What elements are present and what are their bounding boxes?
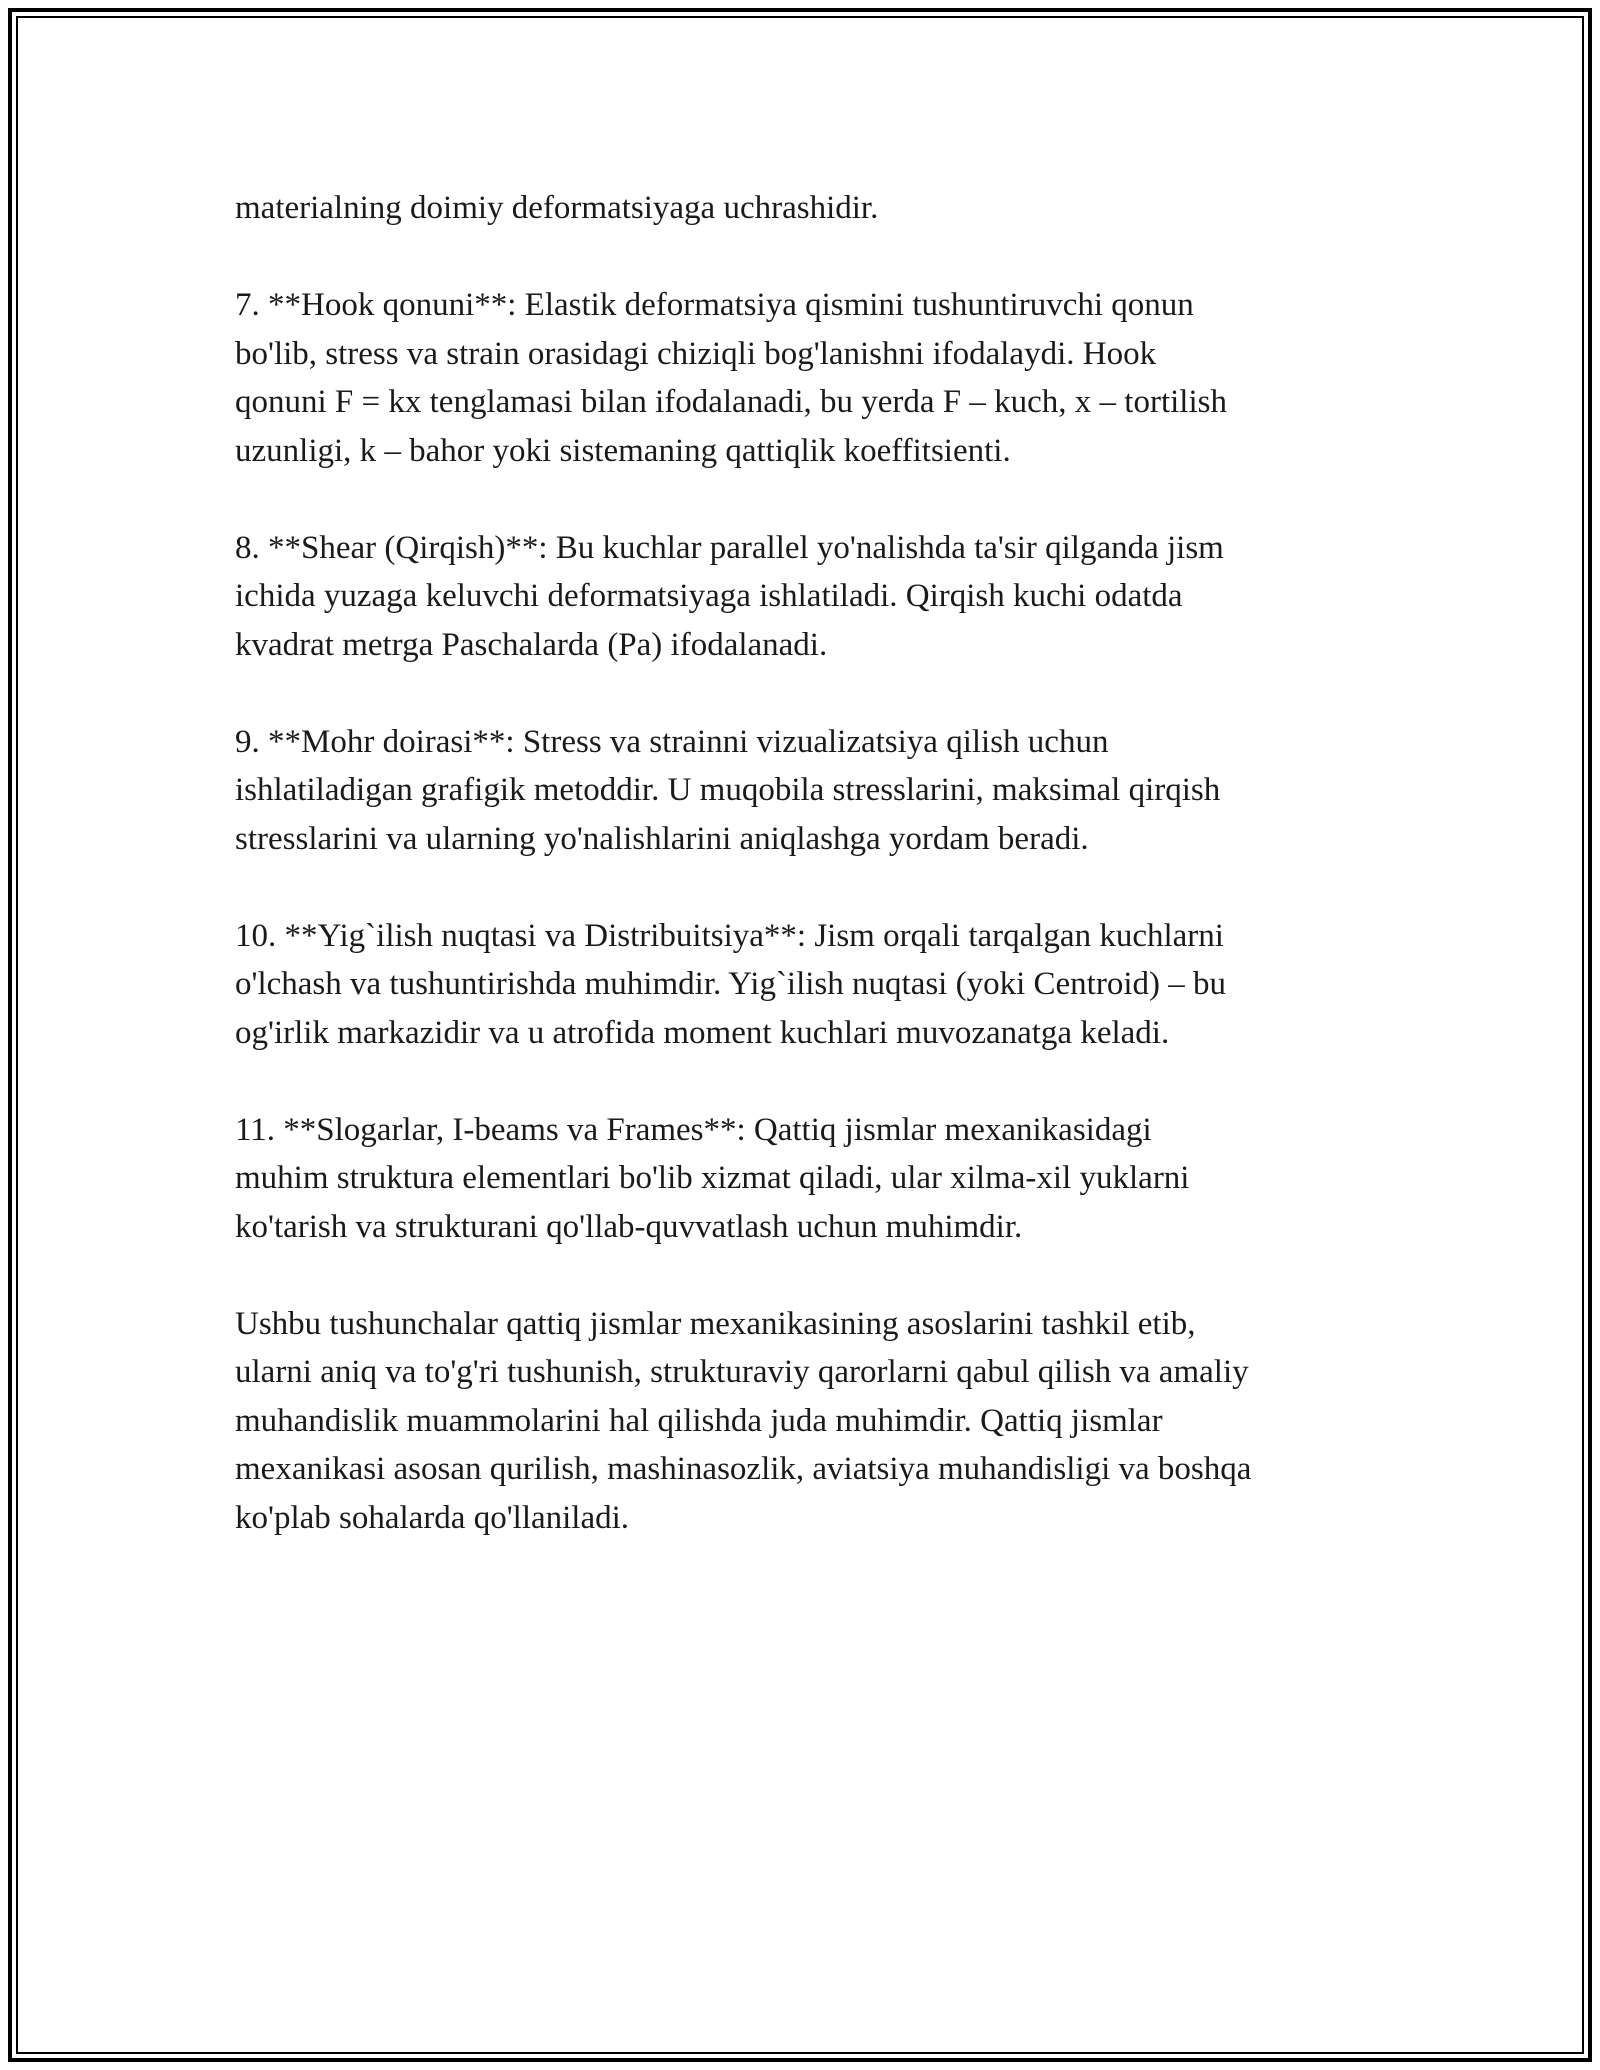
text-line: uzunligi, k – bahor yoki sistemaning qattiqlik koeffitsienti. <box>235 432 1011 469</box>
text-line: ichida yuzaga keluvchi deformatsiyaga ishlatiladi. Qirqish kuchi odatda <box>235 578 1183 614</box>
text-line: bo'lib, stress va strain orasidagi chiziqli bog'lanishni ifodalaydi. Hook <box>235 335 1157 372</box>
text-line: mexanikasi asosan qurilish, mashinasozlik, aviatsiya muhandisligi va boshqa <box>235 1451 1252 1487</box>
paragraph-hook-law <box>235 281 1395 475</box>
paragraph-continuation <box>235 184 1395 233</box>
text-line: 7. **Hook qonuni**: Elastik deformatsiya qismini tushuntiruvchi qonun <box>235 287 1194 323</box>
text-line: ko'plab sohalarda qo'llaniladi. <box>235 1499 630 1536</box>
document-body <box>235 184 1395 1591</box>
text-line: 8. **Shear (Qirqish)**: Bu kuchlar parallel yo'nalishda ta'sir qilganda jism <box>235 529 1224 566</box>
text-line: 11. **Slogarlar, I-beams va Frames**: Qattiq jismlar mexanikasidagi <box>235 1111 1152 1148</box>
text-line: 10. **Yig`ilish nuqtasi va Distribuitsiya**: Jism orqali tarqalgan kuchlarni <box>235 917 1224 954</box>
text-line: 9. **Mohr doirasi**: Stress va strainni vizualizatsiya qilish uchun <box>235 723 1109 760</box>
text-line: og'irlik markazidir va u atrofida moment kuchlari muvozanatga keladi. <box>235 1014 1170 1051</box>
text-line: o'lchash va tushuntirishda muhimdir. Yig`ilish nuqtasi (yoki Centroid) – bu <box>235 966 1226 1002</box>
text-line: ko'tarish va strukturani qo'llab-quvvatlash uchun muhimdir. <box>235 1208 1023 1245</box>
text-line: materialning doimiy deformatsiyaga uchrashidir. <box>235 190 879 226</box>
paragraph-structural-elements <box>235 1106 1395 1252</box>
text-line: ularni aniq va to'g'ri tushunish, strukturaviy qarorlarni qabul qilish va amaliy <box>235 1354 1249 1390</box>
text-line: stresslarini va ularning yo'nalishlarini aniqlashga yordam beradi. <box>235 820 1089 857</box>
text-line: muhandislik muammolarini hal qilishda juda muhimdir. Qattiq jismlar <box>235 1402 1163 1439</box>
paragraph-centroid <box>235 912 1395 1058</box>
text-line: Ushbu tushunchalar qattiq jismlar mexanikasining asoslarini tashkil etib, <box>235 1305 1196 1342</box>
text-line: muhim struktura elementlari bo'lib xizmat qiladi, ular xilma-xil yuklarni <box>235 1160 1190 1196</box>
text-line: ishlatiladigan grafigik metoddir. U muqobila stresslarini, maksimal qirqish <box>235 772 1221 808</box>
paragraph-shear <box>235 524 1395 670</box>
text-line: qonuni F = kx tenglamasi bilan ifodalanadi, bu yerda F – kuch, x – tortilish <box>235 384 1227 420</box>
paragraph-conclusion <box>235 1300 1395 1543</box>
paragraph-mohr-circle <box>235 718 1395 864</box>
text-line: kvadrat metrga Paschalarda (Pa) ifodalanadi. <box>235 626 828 663</box>
